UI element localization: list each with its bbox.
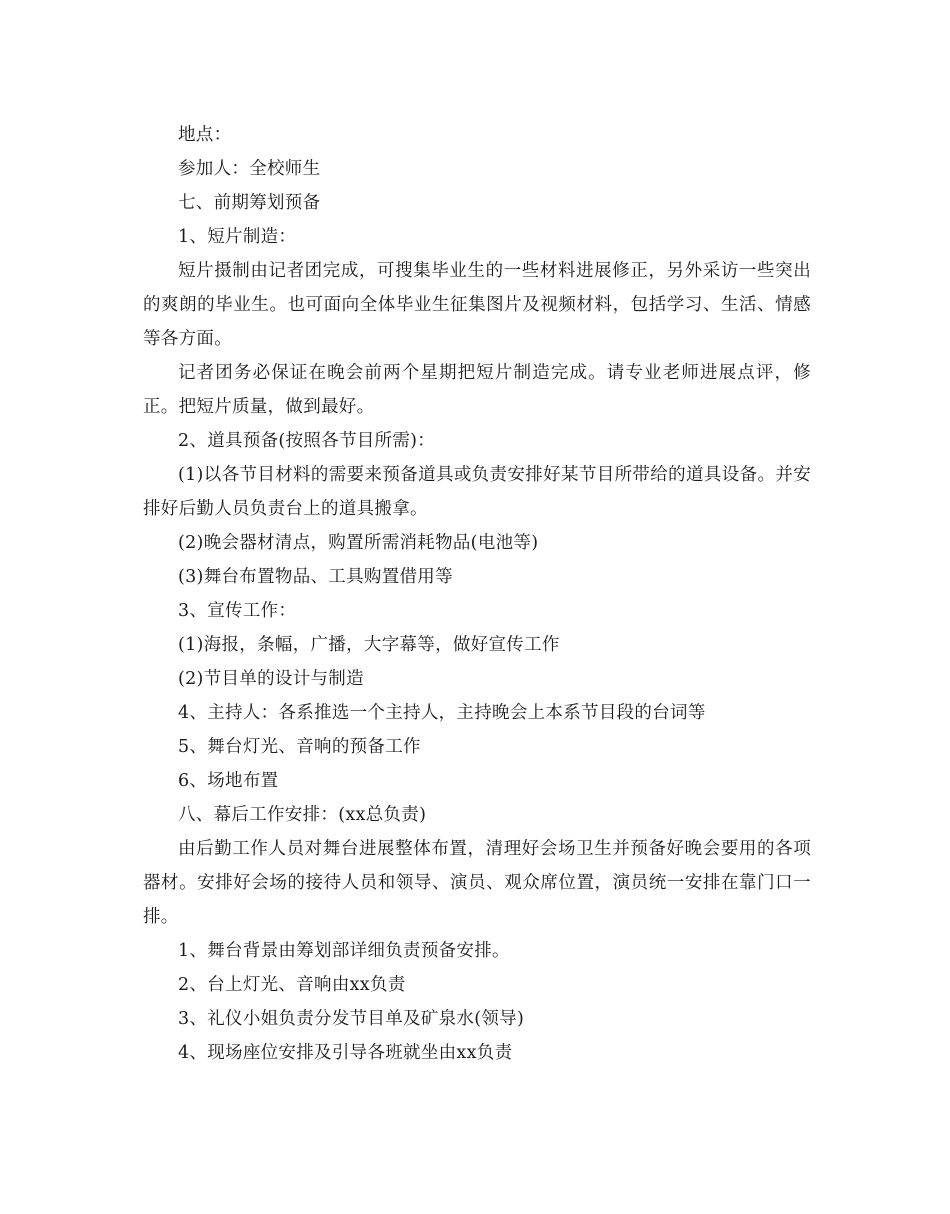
paragraph: 1、短片制造： xyxy=(178,227,297,247)
paragraph: 参加人：全校师生 xyxy=(178,159,321,179)
section-heading: 八、幕后工作安排：(xx总负责) xyxy=(178,805,427,825)
paragraph: 5、舞台灯光、音响的预备工作 xyxy=(178,737,421,757)
paragraph: 6、场地布置 xyxy=(178,771,279,791)
paragraph: 地点： xyxy=(178,125,232,145)
paragraph: 2、道具预备(按照各节目所需)： xyxy=(178,431,436,451)
paragraph: 3、宣传工作： xyxy=(178,601,297,621)
paragraph: (3)舞台布置物品、工具购置借用等 xyxy=(178,567,453,587)
paragraph: 短片摄制由记者团完成，可搜集毕业生的一些材料进展修正，另外采访一些突出的爽朗的毕业生。也可面向全体毕业生征集图片及视频材料，包括学习、生活、情感等各方面。 xyxy=(143,261,811,349)
paragraph: (2)晚会器材清点，购置所需消耗物品(电池等) xyxy=(178,533,539,553)
paragraph: 由后勤工作人员对舞台进展整体布置，清理好会场卫生并预备好晚会要用的各项器材。安排好会场的接待人员和领导、演员、观众席位置，演员统一安排在靠门口一排。 xyxy=(143,839,811,927)
paragraph: (2)节目单的设计与制造 xyxy=(178,669,364,689)
paragraph: 3、礼仪小姐负责分发节目单及矿泉水(领导) xyxy=(178,1009,525,1029)
document-body xyxy=(143,118,811,1070)
paragraph: 4、现场座位安排及引导各班就坐由xx负责 xyxy=(178,1043,513,1063)
paragraph: 2、台上灯光、音响由xx负责 xyxy=(178,975,406,995)
section-heading: 七、前期筹划预备 xyxy=(178,193,321,213)
paragraph: 4、主持人：各系推选一个主持人，主持晚会上本系节目段的台词等 xyxy=(178,703,706,723)
paragraph: (1)海报，条幅，广播，大字幕等，做好宣传工作 xyxy=(178,635,560,655)
paragraph: (1)以各节目材料的需要来预备道具或负责安排好某节目所带给的道具设备。并安排好后勤人员负责台上的道具搬拿。 xyxy=(143,465,811,519)
paragraph: 1、舞台背景由筹划部详细负责预备安排。 xyxy=(178,941,510,961)
paragraph: 记者团务必保证在晚会前两个星期把短片制造完成。请专业老师进展点评，修正。把短片质量，做到最好。 xyxy=(143,363,811,417)
